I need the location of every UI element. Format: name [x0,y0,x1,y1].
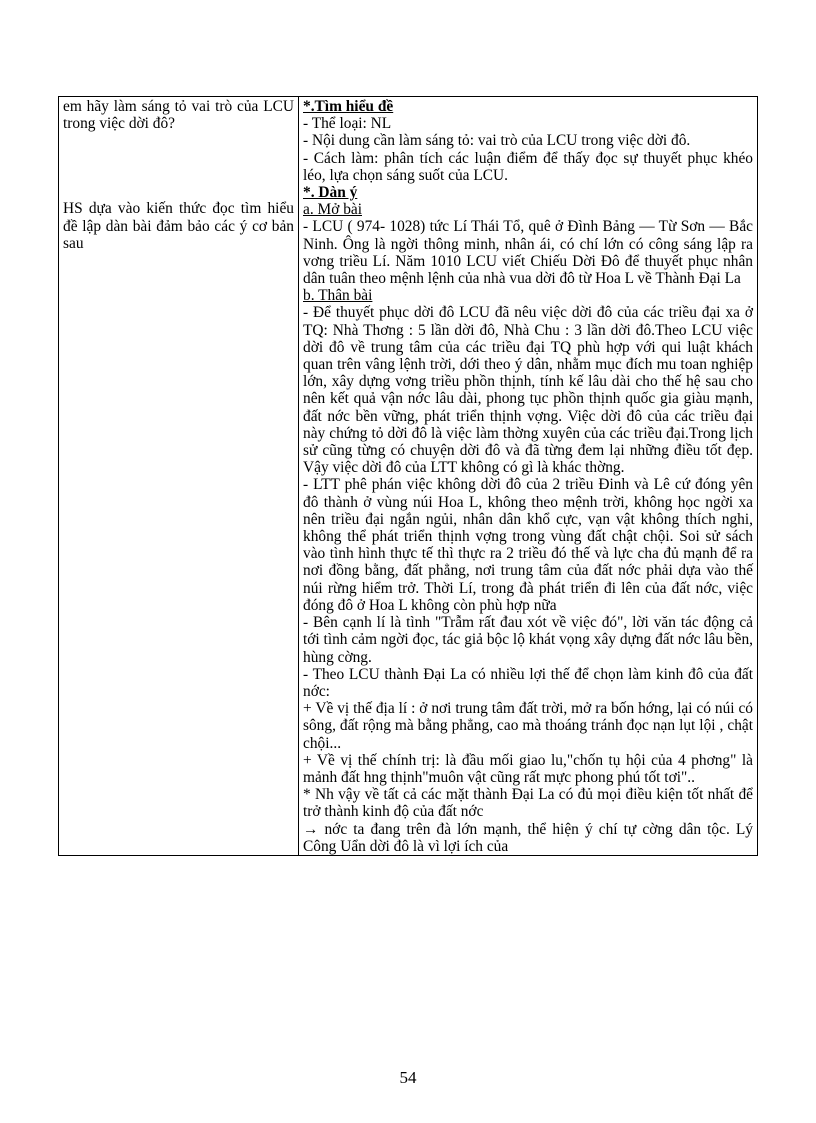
intro-paragraph: - LCU ( 974- 1028) tức Lí Thái Tổ, quê ở Đình Bảng — Từ Sơn — Bắc Ninh. Ông là ngời thông minh, nhân ái, có chí lớn có công sáng lập ra vơng triều Lí. Năm 1010 LCU viết Chiếu Dời Đô để thuyết phục nhân dân tuân theo mệnh lệnh của nhà vua dời đô từ Hoa L về Thành Đại La [303,218,753,288]
body-paragraph-7: * Nh vậy về tất cả các mặt thành Đại La có đủ mọi điều kiện tốt nhất để trở thành kinh độ của đất nớc [303,786,753,821]
content-column [299,97,758,856]
instruction-text: HS dựa vào kiến thức đọc tìm hiểu đề lập dàn bài đảm bảo các ý cơ bản sau [63,200,294,252]
body-paragraph-4: - Theo LCU thành Đại La có nhiều lợi thế để chọn làm kinh đô của đất nớc: [303,665,753,700]
genre-line: - Thể loại: NL [303,115,392,133]
table-row [59,97,758,856]
question-text: em hãy làm sáng tỏ vai trò của LCU trong việc dời đô? [63,98,294,133]
body-paragraph-5: + Về vị thế địa lí : ở nơi trung tâm đất trời, mở ra bốn hớng, lại có núi có sông, đất rộng mà bằng phẳng, cao mà thoáng tránh đọc nạn lụt lội , chật chội... [303,700,753,752]
body-paragraph-3: - Bên cạnh lí là tình "Trẫm rất đau xót về việc đó", lời văn tác động cả tới tình cảm ngời đọc, tác giả bộc lộ khát vọng xây dựng đất nớc lâu bền, hùng cờng. [303,614,753,666]
section-heading-topic: *.Tìm hiểu đề [303,98,394,115]
body-paragraph-2: - LTT phê phán việc không dời đô của 2 triều Đinh và Lê cứ đóng yên đô thành ở vùng núi Hoa L, không theo mệnh trời, không học ngời xa nên triều đại ngắn ngủi, nhân dân khổ cực, vạn vật không thích nghi, không thể phát triển thịnh vợng trong vùng đất chật chội. Soi sử sách vào tình hình thực tế thì thực ra 2 triều đó thế và lực cha đủ mạnh để ra nơi đồng bằng, đất phẳng, nơi trung tâm của đất nớc phải dựa vào thế núi rừng hiểm trở. Thời Lí, trong đà phát triển đi lên của đất nớc, việc đóng đô ở Hoa L không còn phù hợp nữa [303,476,753,614]
content-line: - Nội dung cần làm sáng tỏ: vai trò của LCU trong việc dời đô. [303,132,691,150]
page-number: 54 [399,1068,417,1087]
subheading-body: b. Thân bài [303,287,373,305]
method-line: - Cách làm: phân tích các luận điểm để thấy đọc sự thuyết phục khéo léo, lựa chọn sáng suốt của LCU. [303,149,753,184]
body-paragraph-8: → nớc ta đang trên đà lớn mạnh, thể hiện ý chí tự cờng dân tộc. Lý Công Uẩn dời đô là vì lợi ích của [303,820,753,855]
lesson-table [58,96,758,856]
section-heading-outline: *. Dàn ý [303,184,358,202]
activity-column [59,97,299,856]
body-paragraph-6: + Về vị thế chính trị: là đầu mối giao lu,"chốn tụ hội của 4 phơng" là mảnh đất hng thịnh"muôn vật cũng rất mực phong phú tốt tơi".. [303,751,753,786]
subheading-intro: a. Mở bài [303,201,362,219]
body-paragraph-1: - Để thuyết phục dời đô LCU đã nêu việc dời đô của các triều đại xa ở TQ: Nhà Thơng : 5 lần dời đô, Nhà Chu : 3 lần dời đô.Theo LCU việc dời đô về trung tâm của các triều đại TQ phù hợp với qui luật khách quan trên vâng lệnh trời, dới theo ý dân, nhằm mục đích mu toan nghiệp lớn, xây dựng vơng triều phồn thịnh, tính kế lâu dài cho thế hệ sau cho nên kết quả vận nớc lâu dài, phong tục phồn thịnh quốc gia giàu mạnh, đất nớc bền vững, phát triển thịnh vợng. Việc dời đô của các triều đại này chứng tỏ dời đô là việc làm thờng xuyên của các triều đại.Trong lịch sử cũng từng có chuyện dời đô và đã từng đem lại những điều tốt đẹp. Vậy việc dời đô của LTT không có gì là khác thờng. [303,304,753,477]
